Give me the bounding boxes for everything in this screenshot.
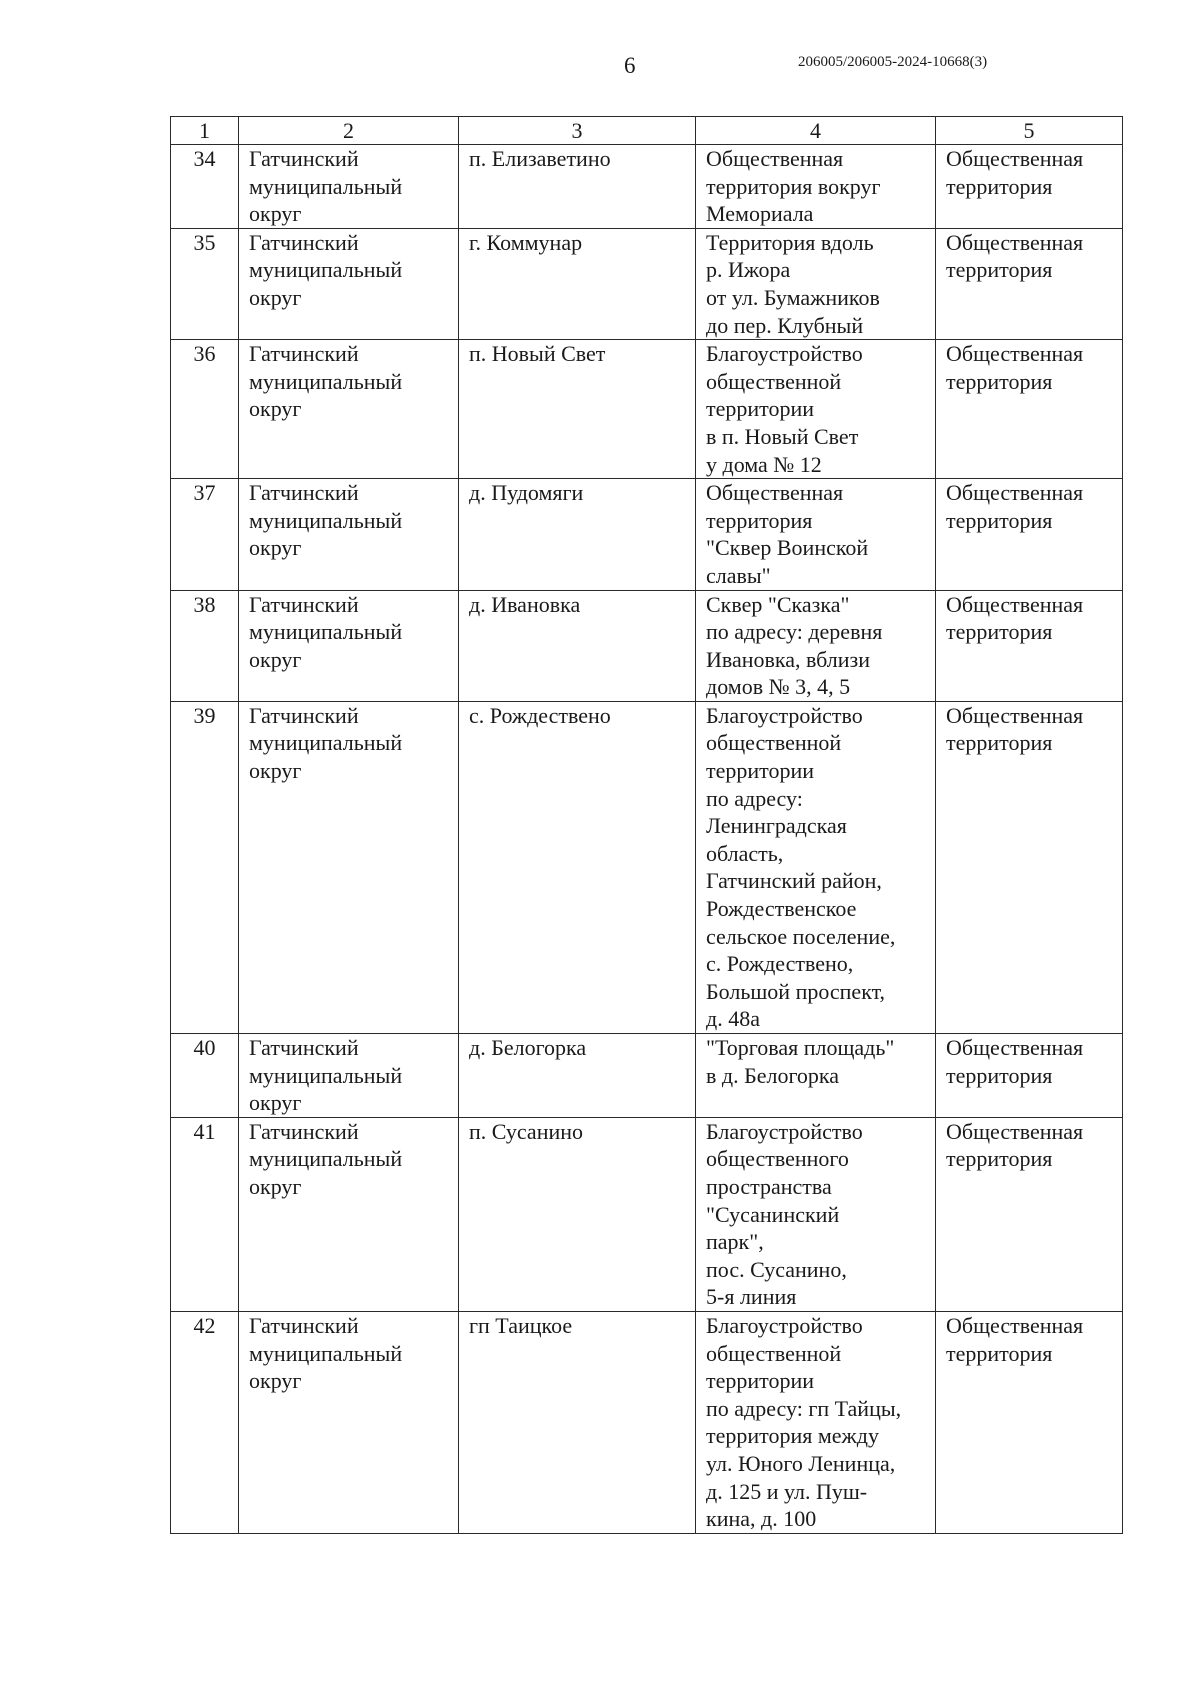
cell-text-line: Общественная xyxy=(946,1312,1084,1338)
cell-text-line: Общественная xyxy=(946,229,1084,255)
table-row xyxy=(171,228,1123,339)
cell-object xyxy=(696,1311,936,1533)
cell-text-line: г. Коммунар xyxy=(469,229,583,255)
cell-text-line: Общественная xyxy=(706,146,844,171)
table-row xyxy=(171,1311,1123,1533)
cell-number: 41 xyxy=(171,1117,239,1311)
cell-text-line: по адресу: деревня xyxy=(706,619,883,645)
cell-text-line: округ xyxy=(249,201,302,227)
cell-text-line: Гатчинский xyxy=(249,1118,359,1144)
cell-text-line: пространства xyxy=(706,1173,832,1199)
cell-text-line: область, xyxy=(706,840,784,866)
cell-text-line: территория xyxy=(946,1146,1053,1172)
cell-text-line: территория вокруг xyxy=(706,173,881,199)
cell-type xyxy=(936,701,1123,1033)
column-header: 1 xyxy=(171,117,239,145)
cell-object xyxy=(696,701,936,1033)
column-header: 2 xyxy=(239,117,459,145)
column-header: 3 xyxy=(459,117,696,145)
cell-text-line: округ xyxy=(249,1090,302,1116)
cell-district xyxy=(239,590,459,701)
cell-text-line: округ xyxy=(249,758,302,784)
table-header-row xyxy=(171,117,1123,145)
cell-text-line: "Сквер Воинской xyxy=(706,535,869,561)
document-number: 206005/206005-2024-10668(3) xyxy=(798,54,988,70)
cell-text-line: от ул. Бумажников xyxy=(706,284,880,310)
cell-text-line: до пер. Клубный xyxy=(706,312,864,338)
cell-text-line: д. 125 и ул. Пуш- xyxy=(706,1478,868,1504)
table-row xyxy=(171,701,1123,1033)
cell-text-line: Гатчинский xyxy=(249,702,359,728)
cell-text-line: Благоустройство xyxy=(706,1312,863,1338)
cell-object xyxy=(696,145,936,229)
cell-locality xyxy=(459,1311,696,1533)
table-row xyxy=(171,1117,1123,1311)
cell-text-line: общественной xyxy=(706,730,842,756)
table-row xyxy=(171,479,1123,590)
cell-text-line: территория xyxy=(706,507,813,533)
cell-district xyxy=(239,701,459,1033)
cell-number: 34 xyxy=(171,145,239,229)
cell-text-line: сельское поселение, xyxy=(706,923,896,949)
table-row xyxy=(171,590,1123,701)
cell-district xyxy=(239,1311,459,1533)
cell-text-line: по адресу: гп Тайцы, xyxy=(706,1395,902,1421)
cell-text-line: Благоустройство xyxy=(706,1118,863,1144)
table-row xyxy=(171,145,1123,229)
cell-text-line: д. 48а xyxy=(706,1006,760,1032)
cell-text-line: д. Пудомяги xyxy=(469,480,584,506)
cell-locality xyxy=(459,1117,696,1311)
cell-district xyxy=(239,228,459,339)
cell-text-line: парк", xyxy=(706,1229,764,1255)
cell-text-line: пос. Сусанино, xyxy=(706,1256,847,1282)
cell-type xyxy=(936,340,1123,479)
cell-text-line: Общественная xyxy=(946,480,1084,506)
cell-type xyxy=(936,1034,1123,1118)
cell-text-line: территория xyxy=(946,507,1053,533)
cell-text-line: территория xyxy=(946,257,1053,283)
cell-text-line: муниципальный xyxy=(249,1062,403,1088)
column-header: 5 xyxy=(936,117,1123,145)
cell-text-line: муниципальный xyxy=(249,173,403,199)
cell-text-line: округ xyxy=(249,396,302,422)
cell-number: 36 xyxy=(171,340,239,479)
cell-district xyxy=(239,1034,459,1118)
cell-text-line: территория xyxy=(946,1062,1053,1088)
cell-text-line: общественной xyxy=(706,368,842,394)
cell-text-line: территория xyxy=(946,368,1053,394)
cell-text-line: муниципальный xyxy=(249,619,403,645)
cell-type xyxy=(936,1117,1123,1311)
cell-text-line: Ивановка, вблизи xyxy=(706,646,870,672)
cell-object xyxy=(696,479,936,590)
cell-text-line: муниципальный xyxy=(249,507,403,533)
cell-locality xyxy=(459,228,696,339)
cell-text-line: р. Ижора xyxy=(706,257,791,283)
cell-text-line: 5-я линия xyxy=(706,1284,797,1310)
cell-locality xyxy=(459,1034,696,1118)
cell-text-line: муниципальный xyxy=(249,1340,403,1366)
cell-number: 35 xyxy=(171,228,239,339)
cell-text-line: с. Рождествено, xyxy=(706,951,854,977)
cell-text-line: в п. Новый Свет xyxy=(706,423,859,449)
cell-text-line: п. Сусанино xyxy=(469,1118,584,1144)
table-row xyxy=(171,340,1123,479)
cell-object xyxy=(696,590,936,701)
cell-object xyxy=(696,1034,936,1118)
cell-number: 42 xyxy=(171,1311,239,1533)
cell-text-line: муниципальный xyxy=(249,730,403,756)
cell-text-line: Гатчинский xyxy=(249,229,359,255)
column-header: 4 xyxy=(696,117,936,145)
cell-text-line: Гатчинский xyxy=(249,1035,359,1060)
cell-text-line: территории xyxy=(706,758,815,784)
cell-text-line: Ленинградская xyxy=(706,813,847,839)
cell-text-line: Рождественское xyxy=(706,896,857,922)
cell-text-line: округ xyxy=(249,1368,302,1394)
cell-object xyxy=(696,1117,936,1311)
cell-district xyxy=(239,145,459,229)
cell-text-line: общественной xyxy=(706,1340,842,1366)
cell-type xyxy=(936,228,1123,339)
cell-text-line: территория xyxy=(946,1340,1053,1366)
cell-text-line: Общественная xyxy=(946,1118,1084,1144)
cell-text-line: Гатчинский xyxy=(249,480,359,506)
cell-text-line: Гатчинский xyxy=(249,341,359,367)
cell-object xyxy=(696,228,936,339)
cell-number: 39 xyxy=(171,701,239,1033)
cell-district xyxy=(239,479,459,590)
cell-text-line: "Сусанинский xyxy=(706,1201,840,1227)
cell-text-line: д. Ивановка xyxy=(469,591,581,617)
cell-text-line: территории xyxy=(706,1368,815,1394)
cell-text-line: территория xyxy=(946,619,1053,645)
cell-locality xyxy=(459,590,696,701)
cell-text-line: Благоустройство xyxy=(706,702,863,728)
cell-object xyxy=(696,340,936,479)
cell-text-line: общественного xyxy=(706,1146,849,1172)
cell-locality xyxy=(459,340,696,479)
cell-locality xyxy=(459,145,696,229)
cell-district xyxy=(239,1117,459,1311)
cell-text-line: Гатчинский xyxy=(249,146,359,171)
cell-type xyxy=(936,590,1123,701)
cell-type xyxy=(936,479,1123,590)
cell-text-line: Общественная xyxy=(946,146,1084,171)
cell-text-line: с. Рождествено xyxy=(469,702,611,728)
table-row xyxy=(171,1034,1123,1118)
cell-text-line: Общественная xyxy=(946,591,1084,617)
cell-text-line: территория xyxy=(946,730,1053,756)
cell-text-line: Благоустройство xyxy=(706,341,863,367)
cell-district xyxy=(239,340,459,479)
cell-text-line: по адресу: xyxy=(706,785,803,811)
cell-text-line: Мемориала xyxy=(706,201,814,227)
cell-text-line: домов № 3, 4, 5 xyxy=(706,674,851,700)
cell-text-line: Общественная xyxy=(946,702,1084,728)
cell-text-line: Гатчинский район, xyxy=(706,868,882,894)
cell-text-line: кина, д. 100 xyxy=(706,1506,817,1532)
cell-number: 38 xyxy=(171,590,239,701)
cell-text-line: в д. Белогорка xyxy=(706,1062,840,1088)
cell-text-line: муниципальный xyxy=(249,257,403,283)
cell-text-line: территория между xyxy=(706,1423,879,1449)
cell-number: 37 xyxy=(171,479,239,590)
cell-text-line: гп Таицкое xyxy=(469,1312,573,1338)
table-body xyxy=(171,145,1123,1534)
cell-text-line: "Торговая площадь" xyxy=(706,1035,895,1060)
cell-text-line: п. Новый Свет xyxy=(469,341,606,367)
page-number: 6 xyxy=(624,53,636,78)
cell-text-line: славы" xyxy=(706,562,771,588)
cell-locality xyxy=(459,479,696,590)
cell-text-line: округ xyxy=(249,646,302,672)
cell-text-line: округ xyxy=(249,284,302,310)
cell-number: 40 xyxy=(171,1034,239,1118)
cell-text-line: округ xyxy=(249,1173,302,1199)
cell-type xyxy=(936,1311,1123,1533)
cell-text-line: у дома № 12 xyxy=(706,451,822,477)
territory-table xyxy=(170,116,1123,1534)
cell-text-line: Общественная xyxy=(706,480,844,506)
cell-text-line: д. Белогорка xyxy=(469,1035,587,1060)
cell-text-line: Общественная xyxy=(946,1035,1084,1060)
cell-text-line: территории xyxy=(706,396,815,422)
cell-text-line: п. Елизаветино xyxy=(469,146,611,171)
cell-text-line: Общественная xyxy=(946,341,1084,367)
cell-text-line: ул. Юного Ленинца, xyxy=(706,1450,896,1476)
cell-text-line: Большой проспект, xyxy=(706,978,886,1004)
cell-text-line: муниципальный xyxy=(249,368,403,394)
cell-type xyxy=(936,145,1123,229)
cell-text-line: Территория вдоль xyxy=(706,229,874,255)
cell-text-line: Гатчинский xyxy=(249,591,359,617)
cell-locality xyxy=(459,701,696,1033)
cell-text-line: территория xyxy=(946,173,1053,199)
cell-text-line: Гатчинский xyxy=(249,1312,359,1338)
cell-text-line: округ xyxy=(249,535,302,561)
cell-text-line: муниципальный xyxy=(249,1146,403,1172)
cell-text-line: Сквер "Сказка" xyxy=(706,591,850,617)
